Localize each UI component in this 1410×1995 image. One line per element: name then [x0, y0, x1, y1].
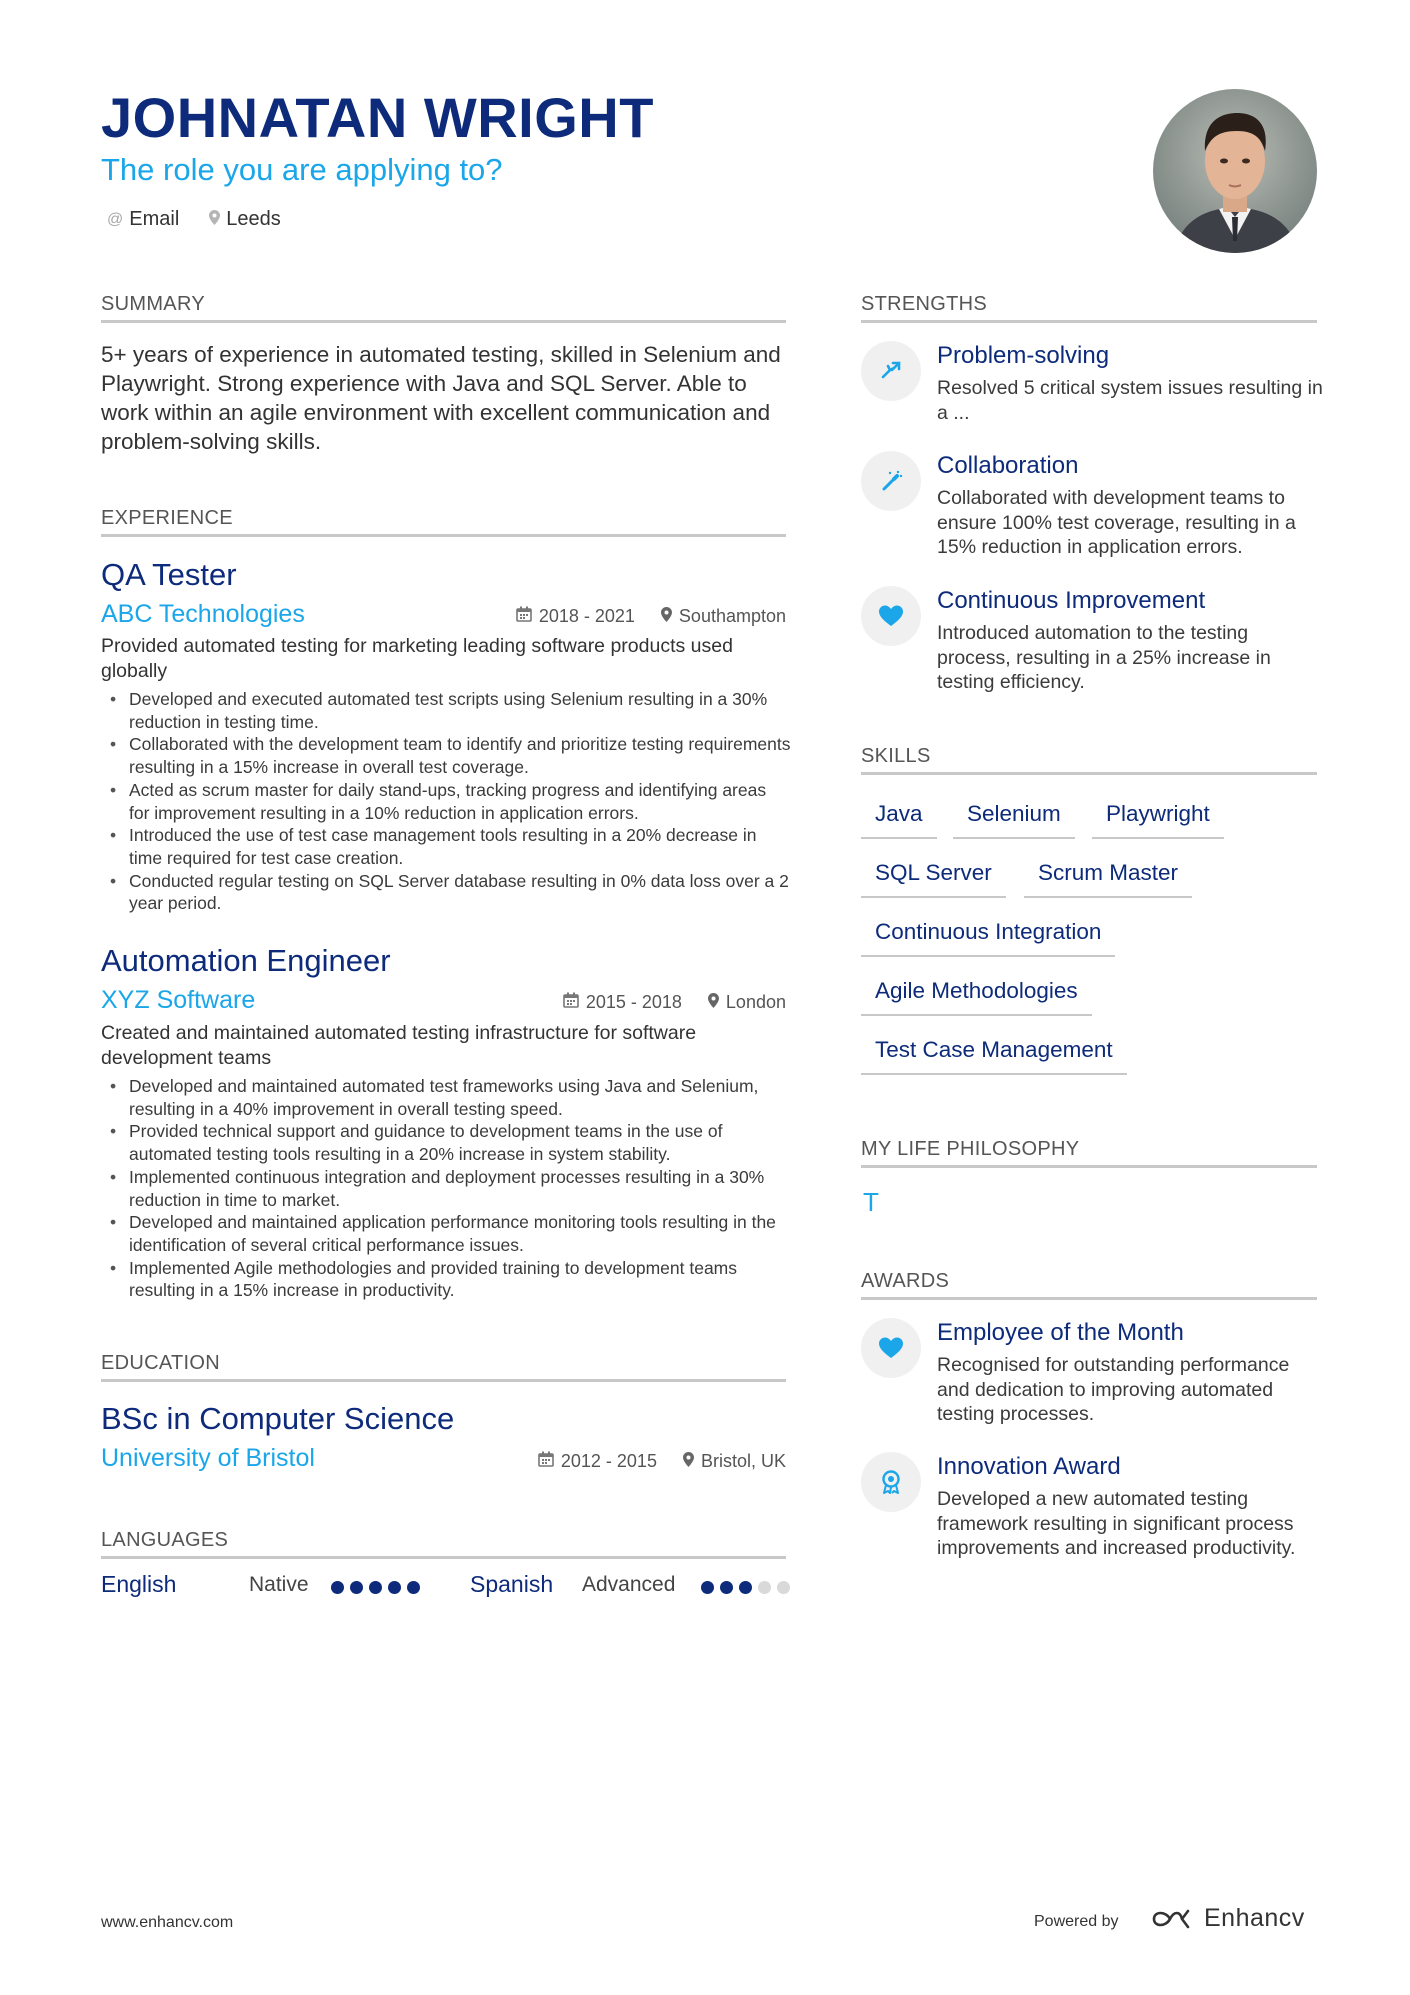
list-item: • Developed and maintained application performance monitoring tools resulting in the identification of several critical performance issues.: [101, 1211, 791, 1256]
award-title: Employee of the Month: [937, 1319, 1184, 1346]
job-title: Automation Engineer: [101, 943, 391, 978]
job-meta: [516, 604, 786, 628]
skill-tag: Continuous Integration: [861, 917, 1115, 957]
rating-dot-filled: [331, 1581, 344, 1594]
strength-description: Collaborated with development teams to ensure 100% test coverage, resulting in a 15% reduction in application errors.: [937, 487, 1296, 558]
company-name: ABC Technologies: [101, 600, 305, 628]
job-location: [661, 604, 786, 628]
rating-dot-filled: [369, 1581, 382, 1594]
strength-item: [861, 451, 1317, 561]
skill-tag: Agile Methodologies: [861, 976, 1092, 1016]
section-title-skills: SKILLS: [861, 744, 1317, 775]
skill-tag: Selenium: [953, 799, 1075, 839]
location-label: Leeds: [226, 208, 281, 230]
award-description: Recognised for outstanding performance and dedication to improving automated testing processes.: [937, 1354, 1290, 1425]
language-level: Advanced: [582, 1573, 676, 1596]
rating-dot-empty: [777, 1581, 790, 1594]
rating-dot-filled: [739, 1581, 752, 1594]
footer-url[interactable]: www.enhancv.com: [101, 1914, 234, 1931]
award-title: Innovation Award: [937, 1453, 1121, 1480]
calendar-icon: [516, 604, 532, 628]
strength-title: Collaboration: [937, 452, 1079, 479]
rating-dot-empty: [758, 1581, 771, 1594]
candidate-name: JOHNATAN WRIGHT: [101, 86, 654, 149]
strength-description: Resolved 5 critical system issues resulting in a ...: [937, 377, 1323, 424]
language-name: English: [101, 1571, 177, 1597]
contact-location: [209, 208, 281, 231]
brand-logo[interactable]: [1150, 1904, 1305, 1933]
job-bullets: [101, 1075, 791, 1302]
award-item: [861, 1452, 1317, 1582]
heart-icon: [861, 586, 921, 646]
magic-wand-icon: [861, 451, 921, 511]
award-item: [861, 1318, 1317, 1428]
job-dates-text: 2018 - 2021: [538, 606, 635, 626]
skill-tag: Playwright: [1092, 799, 1224, 839]
brand-name: Enhancv: [1204, 1904, 1305, 1932]
puzzle-icon: [861, 341, 921, 401]
section-title-awards: AWARDS: [861, 1269, 1317, 1300]
section-title-experience: EXPERIENCE: [101, 506, 786, 537]
strength-title: Problem-solving: [937, 342, 1110, 369]
heart-icon: [861, 1318, 921, 1378]
skill-tag: Scrum Master: [1024, 858, 1192, 898]
language-rating: [701, 1581, 790, 1594]
education-location-text: Bristol, UK: [700, 1451, 786, 1471]
section-title-languages: LANGUAGES: [101, 1528, 786, 1559]
summary-text: 5+ years of experience in automated testing, skilled in Selenium and Playwright. Strong experience with Java and SQL Server. Able to work within an agile environment with excellent communication and problem-solving skills.: [101, 342, 781, 454]
list-item: • Introduced the use of test case management tools resulting in a 20% decrease in time required for test case creation.: [101, 824, 791, 869]
education-meta: [538, 1449, 786, 1473]
list-item: • Collaborated with the development team to identify and prioritize testing requirements resulting in a 15% increase in overall test coverage.: [101, 733, 791, 778]
section-title-strengths: STRENGTHS: [861, 292, 1317, 323]
list-item: • Implemented Agile methodologies and provided training to development teams resulting in a 15% increase in productivity.: [101, 1257, 791, 1302]
job-location-text: London: [725, 992, 786, 1012]
language-level: Native: [249, 1573, 309, 1596]
map-pin-icon: [683, 1449, 694, 1473]
philosophy-text: T: [863, 1187, 879, 1217]
skill-tag: Java: [861, 799, 937, 839]
job-title: QA Tester: [101, 557, 237, 592]
rating-dot-filled: [388, 1581, 401, 1594]
strength-item: [861, 586, 1317, 696]
degree-title: BSc in Computer Science: [101, 1401, 455, 1436]
profile-photo: [1153, 89, 1317, 253]
list-item: • Implemented continuous integration and deployment processes resulting in a 30% reduction in time to market.: [101, 1166, 791, 1211]
school-name: University of Bristol: [101, 1444, 315, 1472]
job-dates: [516, 604, 635, 628]
rating-dot-filled: [720, 1581, 733, 1594]
job-dates: [563, 990, 682, 1014]
list-item: • Acted as scrum master for daily stand-ups, tracking progress and identifying areas for improvement resulting in a 10% reduction in application errors.: [101, 779, 791, 824]
award-badge-icon: [861, 1452, 921, 1512]
job-bullets: [101, 688, 791, 915]
map-pin-icon: [661, 604, 672, 628]
skill-tag: SQL Server: [861, 858, 1006, 898]
award-description: Developed a new automated testing framework resulting in significant process improvements and increased productivity.: [937, 1488, 1296, 1559]
list-item: • Provided technical support and guidance to development teams in the use of automated testing tools resulting in a 20% increase in system stability.: [101, 1120, 791, 1165]
job-description: Provided automated testing for marketing leading software products used globally: [101, 635, 733, 682]
education-dates-text: 2012 - 2015: [560, 1451, 657, 1471]
language-rating: [331, 1581, 420, 1594]
job-description: Created and maintained automated testing infrastructure for software development teams: [101, 1022, 697, 1069]
calendar-icon: [563, 990, 579, 1014]
enhancv-logo-icon: [1150, 1907, 1196, 1931]
job-location-text: Southampton: [678, 606, 786, 626]
job-meta: [563, 990, 786, 1014]
powered-by-label: Powered by: [1034, 1913, 1119, 1930]
rating-dot-filled: [407, 1581, 420, 1594]
job-dates-text: 2015 - 2018: [585, 992, 682, 1012]
contact-email[interactable]: [107, 208, 179, 231]
section-title-philosophy: MY LIFE PHILOSOPHY: [861, 1137, 1317, 1168]
rating-dot-filled: [350, 1581, 363, 1594]
at-icon: @: [107, 210, 124, 228]
strength-item: [861, 341, 1323, 431]
map-pin-icon: [708, 990, 719, 1014]
company-name: XYZ Software: [101, 986, 256, 1014]
language-name: Spanish: [470, 1571, 554, 1597]
strength-description: Introduced automation to the testing process, resulting in a 25% increase in testing efficiency.: [937, 622, 1271, 693]
strength-title: Continuous Improvement: [937, 587, 1206, 614]
email-label: Email: [129, 208, 180, 230]
skill-tag: Test Case Management: [861, 1035, 1127, 1075]
list-item: • Developed and maintained automated test frameworks using Java and Selenium, resulting in a 40% improvement in overall testing speed.: [101, 1075, 791, 1120]
section-title-summary: SUMMARY: [101, 292, 786, 323]
calendar-icon: [538, 1449, 554, 1473]
contact-info: [107, 208, 281, 231]
job-location: [708, 990, 786, 1014]
list-item: • Developed and executed automated test scripts using Selenium resulting in a 30% reduction in testing time.: [101, 688, 791, 733]
section-title-education: EDUCATION: [101, 1351, 786, 1382]
education-location: [683, 1449, 786, 1473]
map-pin-icon: [209, 210, 220, 230]
rating-dot-filled: [701, 1581, 714, 1594]
list-item: • Conducted regular testing on SQL Server database resulting in 0% data loss over a 2 year period.: [101, 870, 791, 915]
languages-list: [101, 1569, 791, 1603]
target-role: The role you are applying to?: [101, 152, 503, 187]
education-dates: [538, 1449, 657, 1473]
